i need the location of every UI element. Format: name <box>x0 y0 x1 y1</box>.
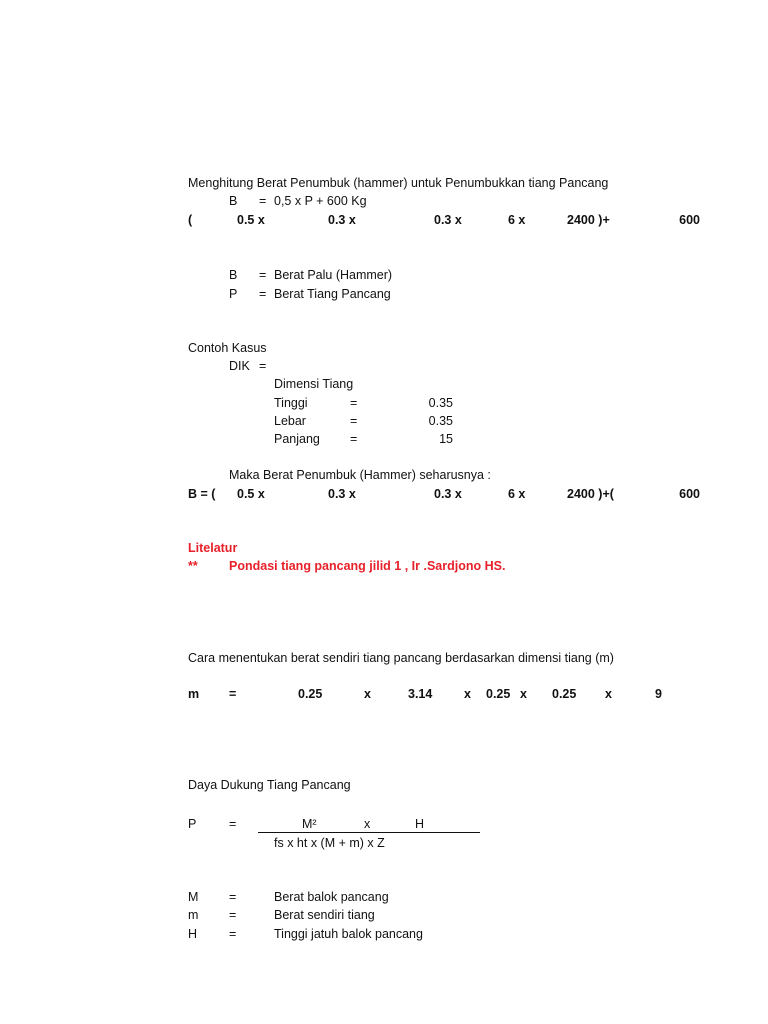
hammer-title: Menghitung Berat Penumbuk (hammer) untuk Penumbukkan tiang Pancang <box>188 176 609 190</box>
hammer-row-cell: 600 <box>679 213 700 227</box>
dim-label: Panjang <box>274 432 320 446</box>
self-weight-cell: = <box>229 687 237 701</box>
conclusion-text: Maka Berat Penumbuk (Hammer) seharusnya : <box>229 468 491 482</box>
result-row-cell: 0.5 x <box>237 487 265 501</box>
self-weight-cell: 0.25 <box>552 687 577 701</box>
self-weight-cell: 9 <box>655 687 662 701</box>
legend-var: m <box>188 908 199 922</box>
dim-eq: = <box>350 396 358 410</box>
legend-eq: = <box>229 927 237 941</box>
self-weight-title: Cara menentukan berat sendiri tiang pancang berdasarkan dimensi tiang (m) <box>188 651 614 665</box>
result-row-cell: 2400 )+( <box>567 487 614 501</box>
formula-expr: 0,5 x P + 600 Kg <box>274 194 367 208</box>
formula-eq: = <box>259 194 267 208</box>
result-row-cell: 0.3 x <box>328 487 356 501</box>
self-weight-cell: x <box>605 687 612 701</box>
hammer-row-cell: 0.3 x <box>328 213 356 227</box>
numerator-term: H <box>415 817 425 831</box>
dim-eq: = <box>350 432 358 446</box>
legend-eq: = <box>259 287 267 301</box>
reference-title: Litelatur <box>188 541 238 555</box>
numerator-term: M² <box>302 817 317 831</box>
dim-label: Tinggi <box>274 396 308 410</box>
reference-bullet: ** <box>188 559 198 573</box>
self-weight-cell: 3.14 <box>408 687 433 701</box>
legend-eq: = <box>229 890 237 904</box>
fraction-bar <box>258 832 480 833</box>
legend-var: M <box>188 890 199 904</box>
hammer-row-cell: 0.5 x <box>237 213 265 227</box>
hammer-row-cell: 2400 )+ <box>567 213 610 227</box>
result-row-cell: 600 <box>679 487 700 501</box>
self-weight-cell: 0.25 <box>486 687 511 701</box>
case-title: Contoh Kasus <box>188 341 267 355</box>
case-dik-eq: = <box>259 359 267 373</box>
numerator-term: x <box>364 817 371 831</box>
hammer-row-cell: 0.3 x <box>434 213 462 227</box>
legend-desc: Berat Tiang Pancang <box>274 287 391 301</box>
legend-var: H <box>188 927 198 941</box>
capacity-eq: = <box>229 817 237 831</box>
hammer-row-cell: ( <box>188 213 193 227</box>
denominator: fs x ht x (M + m) x Z <box>274 836 385 850</box>
capacity-title: Daya Dukung Tiang Pancang <box>188 778 351 792</box>
self-weight-cell: x <box>520 687 527 701</box>
legend-eq: = <box>259 268 267 282</box>
self-weight-cell: 0.25 <box>298 687 323 701</box>
legend-desc: Tinggi jatuh balok pancang <box>274 927 423 941</box>
result-row-cell: 6 x <box>508 487 526 501</box>
legend-desc: Berat balok pancang <box>274 890 389 904</box>
legend-eq: = <box>229 908 237 922</box>
case-dik: DIK <box>229 359 250 373</box>
self-weight-cell: x <box>464 687 471 701</box>
formula-var: B <box>229 194 238 208</box>
legend-desc: Berat Palu (Hammer) <box>274 268 393 282</box>
dim-value: 0.35 <box>428 396 453 410</box>
dim-label: Lebar <box>274 414 306 428</box>
capacity-lhs: P <box>188 817 197 831</box>
dim-value: 0.35 <box>428 414 453 428</box>
self-weight-cell: x <box>364 687 371 701</box>
hammer-row-cell: 6 x <box>508 213 526 227</box>
dim-value: 15 <box>439 432 453 446</box>
result-row-cell: B = ( <box>188 487 216 501</box>
legend-desc: Berat sendiri tiang <box>274 908 375 922</box>
result-row-cell: 0.3 x <box>434 487 462 501</box>
dimension-title: Dimensi Tiang <box>274 377 354 391</box>
self-weight-cell: m <box>188 687 200 701</box>
legend-var: P <box>229 287 238 301</box>
reference-text: Pondasi tiang pancang jilid 1 , Ir .Sardjono HS. <box>229 559 506 573</box>
legend-var: B <box>229 268 238 282</box>
dim-eq: = <box>350 414 358 428</box>
